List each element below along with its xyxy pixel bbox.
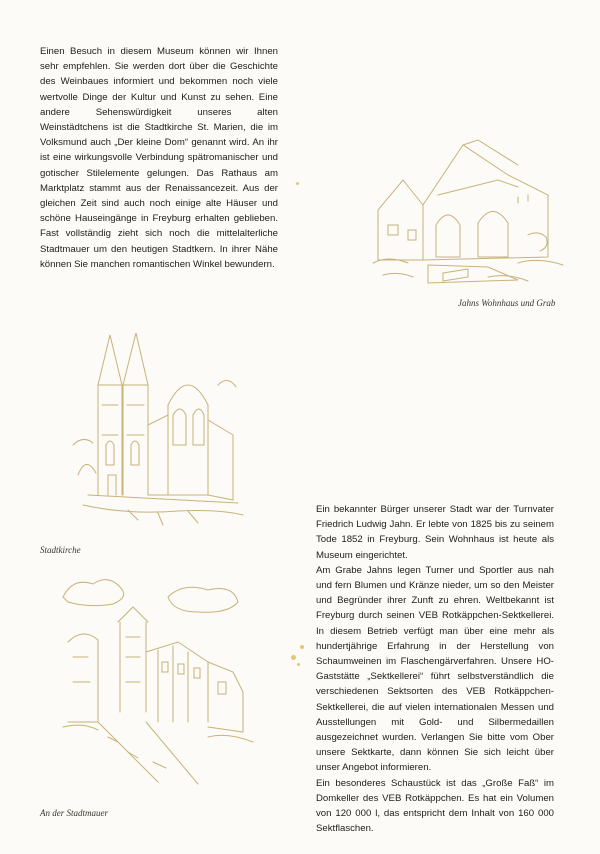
caption-city-wall: An der Stadtmauer (40, 808, 108, 818)
intro-paragraph: Einen Besuch in diesem Museum können wir Ihnen sehr empfehlen. Sie werden dort über die Geschichte des Weinbaues informiert und bekommen noch viele wertvolle Dinge der Kultur und Kunst zu sehen. Eine andere Sehenswürdigkeit unseres alten Weinstädtchens ist die Stadtkirche St. Marien, die im Volksmund auch „Der kleine Dom“ genannt wird. An ihr ist eine wirkungsvolle Verbindung spätromanischer und gotischer Stilelemente gelungen. Das Rathaus am Marktplatz stammt aus der Renaissancezeit. Aus der gleichen Zeit sind auch noch einige alte Häuser und schöne Hauseingänge in Freyburg erhalten geblieben. Fast vollständig zieht sich noch die mittelalterliche Stadtmauer um den heutigen Stadtkern. In ihrer Nähe können Sie manchen romantischen Winkel bewundern. (40, 46, 278, 270)
paper-stain (300, 645, 304, 649)
caption-church: Stadtkirche (40, 545, 81, 555)
paper-stain (297, 663, 300, 666)
jahn-paragraph: Ein bekannter Bürger unserer Stadt war der Turnvater Friedrich Ludwig Jahn. Er lebte von 1825 bis zu seinem Tode 1852 in Freyburg. Sein Wohnhaus ist heute als Museum eingerichtet. (316, 504, 554, 561)
paper-stain (296, 182, 299, 185)
jahn-house-illustration (368, 135, 568, 285)
intro-text (40, 44, 278, 272)
caption-jahn-house: Jahns Wohnhaus und Grab (458, 298, 556, 308)
jahn-and-sekt-text (316, 502, 554, 836)
city-wall-illustration (58, 572, 258, 787)
church-illustration (68, 325, 248, 535)
paper-stain (291, 655, 296, 660)
great-barrel-paragraph: Ein besonderes Schaustück ist das „Große Faß“ im Domkeller des VEB Rotkäppchen. Es hat ein Volumen von 120 000 l, das entspricht dem Inhalt von 160 000 Sektflaschen. (316, 777, 554, 835)
sekt-paragraph: Am Grabe Jahns legen Turner und Sportler aus nah und fern Blumen und Kränze nieder, um so den Meister und Begründer ihrer Zunft zu ehren. Weltbekannt ist Freyburg durch seinen VEB Rotkäppchen-Sektkellerei. In diesem Betrieb verfügt man über eine mehr als hundertjährige Erfahrung in der Herstellung von Schaumweinen im Flaschengärverfahren. Unsere HO-Gaststätte „Sektkellerei“ führt selbstverständlich die verschiedenen Sektsorten des VEB Rotkäppchen-Sektkellerei, die auf vielen internationalen Messen und Ausstellungen mit Gold- und Silbermedaillen ausgezeichnet wurden. Verlangen Sie bitte vom Ober unsere Sektkarte, dann können Sie sich leicht über unser Angebot informieren. (316, 564, 554, 774)
